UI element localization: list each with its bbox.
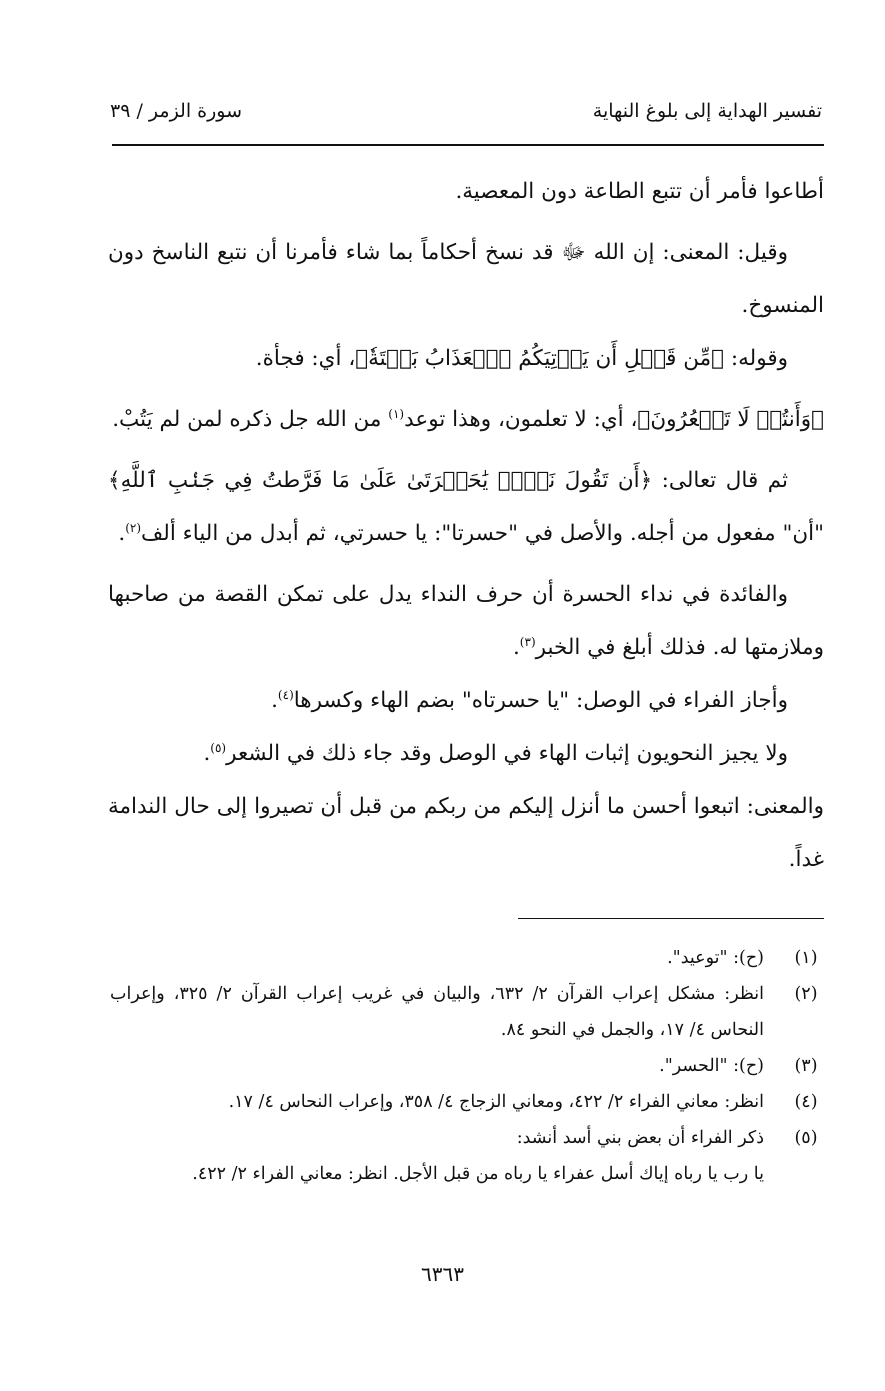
paragraph-6-text: والفائدة في نداء الحسرة أن حرف النداء يدل على تمكن القصة من صاحبها وملازمتها له. فذلك أبلغ في الخبر (108, 582, 824, 660)
footnote-marker-3[interactable]: (٣) (519, 634, 536, 649)
footnote-number: (١) (794, 948, 818, 968)
footnote-marker-4[interactable]: (٤) (277, 687, 294, 702)
footnote-number: (٤) (794, 1092, 818, 1112)
footnote-marker-2[interactable]: (٢) (125, 520, 142, 535)
paragraph-8-end: . (203, 741, 211, 766)
paragraph-1: أطاعوا فأمر أن تتبع الطاعة دون المعصية. (455, 179, 824, 204)
paragraph-9: والمعنى: اتبعوا أحسن ما أنزل إليكم من ربكم من قبل أن تصيروا إلى حال الندامة غداً. (108, 794, 824, 872)
footnote-2 (110, 976, 826, 1048)
footnote-marker-1[interactable]: (١) (388, 406, 405, 421)
paragraph-8-text: ولا يجيز النحويون إثبات الهاء في الوصل وقد جاء ذلك في الشعر (226, 741, 788, 766)
paragraph-6 (108, 568, 824, 674)
paragraph-4-text-a: ﴿وَأَنتُمۡ لَا تَشۡعُرُونَ﴾، أي: لا تعلمون، وهذا توعد (404, 407, 824, 432)
footnote-text: ذكر الفراء أن بعض بني أسد أنشد: (516, 1128, 764, 1148)
paragraph-4 (108, 393, 824, 446)
paragraph-6-end: . (512, 635, 520, 660)
footnote-text: انظر: معاني الفراء ٢/ ٤٢٢، ومعاني الزجاج ٤/ ٣٥٨، وإعراب النحاس ٤/ ١٧. (228, 1092, 764, 1112)
surah-reference: سورة الزمر / ٣٩ (110, 100, 243, 122)
header-rule (112, 144, 824, 146)
paragraph-7 (108, 674, 824, 727)
footnote-separator (518, 918, 824, 919)
running-header (110, 100, 822, 140)
paragraph-7-end: . (271, 688, 278, 713)
footnote-number: (٥) (794, 1128, 818, 1148)
footnote-text: انظر: مشكل إعراب القرآن ٢/ ٦٣٢، والبيان في غريب إعراب القرآن ٢/ ٣٢٥، وإعراب النحاس ٤/ ١٧، والجمل في النحو ٨٤. (110, 984, 764, 1040)
footnote-3 (110, 1048, 826, 1084)
footnotes (110, 940, 826, 1192)
paragraph-8 (108, 727, 824, 780)
paragraph-5 (108, 454, 824, 560)
footnote-1 (110, 940, 826, 976)
main-text (108, 165, 824, 886)
footnote-number: (٢) (794, 984, 818, 1004)
paragraph-3: وقوله: ﴿مِّن قَبۡلِ أَن يَأۡتِيَكُمُ ٱلۡعَذَابُ بَغۡتَةٗ﴾، أي: فجأة. (255, 346, 788, 371)
page-number: ٦٣٦٣ (421, 1262, 464, 1286)
paragraph-5-end: . (118, 521, 126, 546)
paragraph-2: وقيل: المعنى: إن الله ﷻ قد نسخ أحكاماً بما شاء فأمرنا أن نتبع الناسخ دون المنسوخ. (108, 240, 824, 318)
footnote-text: (ح): "الحسر". (659, 1056, 764, 1076)
footnote-text: (ح): "توعيد". (667, 948, 764, 968)
book-title: تفسير الهداية إلى بلوغ النهاية (592, 100, 822, 122)
paragraph-7-text: وأجاز الفراء في الوصل: "يا حسرتاه" بضم الهاء وكسرها (293, 688, 788, 713)
footnote-4 (110, 1084, 826, 1120)
paragraph-5-text: ثم قال تعالى: ﴿أَن تَقُولَ نَفۡسٞ يَٰحَسۡرَتَىٰ عَلَىٰ مَا فَرَّطتُ فِي جَنۢبِ ٱللَّهِ﴾ "أن" مفعول من أجله. والأصل في "حسرتا": يا حسرتي، ثم أبدل من الياء ألف (108, 468, 824, 546)
paragraph-4-text-b: من الله جل ذكره لمن لم يَتُبْ. (112, 407, 382, 432)
footnote-verse: يا رب يا رباه إياك أسل عفراء يا رباه من قبل الأجل. انظر: معاني الفراء ٢/ ٤٢٢. (192, 1164, 764, 1184)
footnote-marker-5[interactable]: (٥) (210, 740, 227, 755)
footnote-5 (110, 1120, 826, 1192)
footnote-number: (٣) (794, 1056, 818, 1076)
